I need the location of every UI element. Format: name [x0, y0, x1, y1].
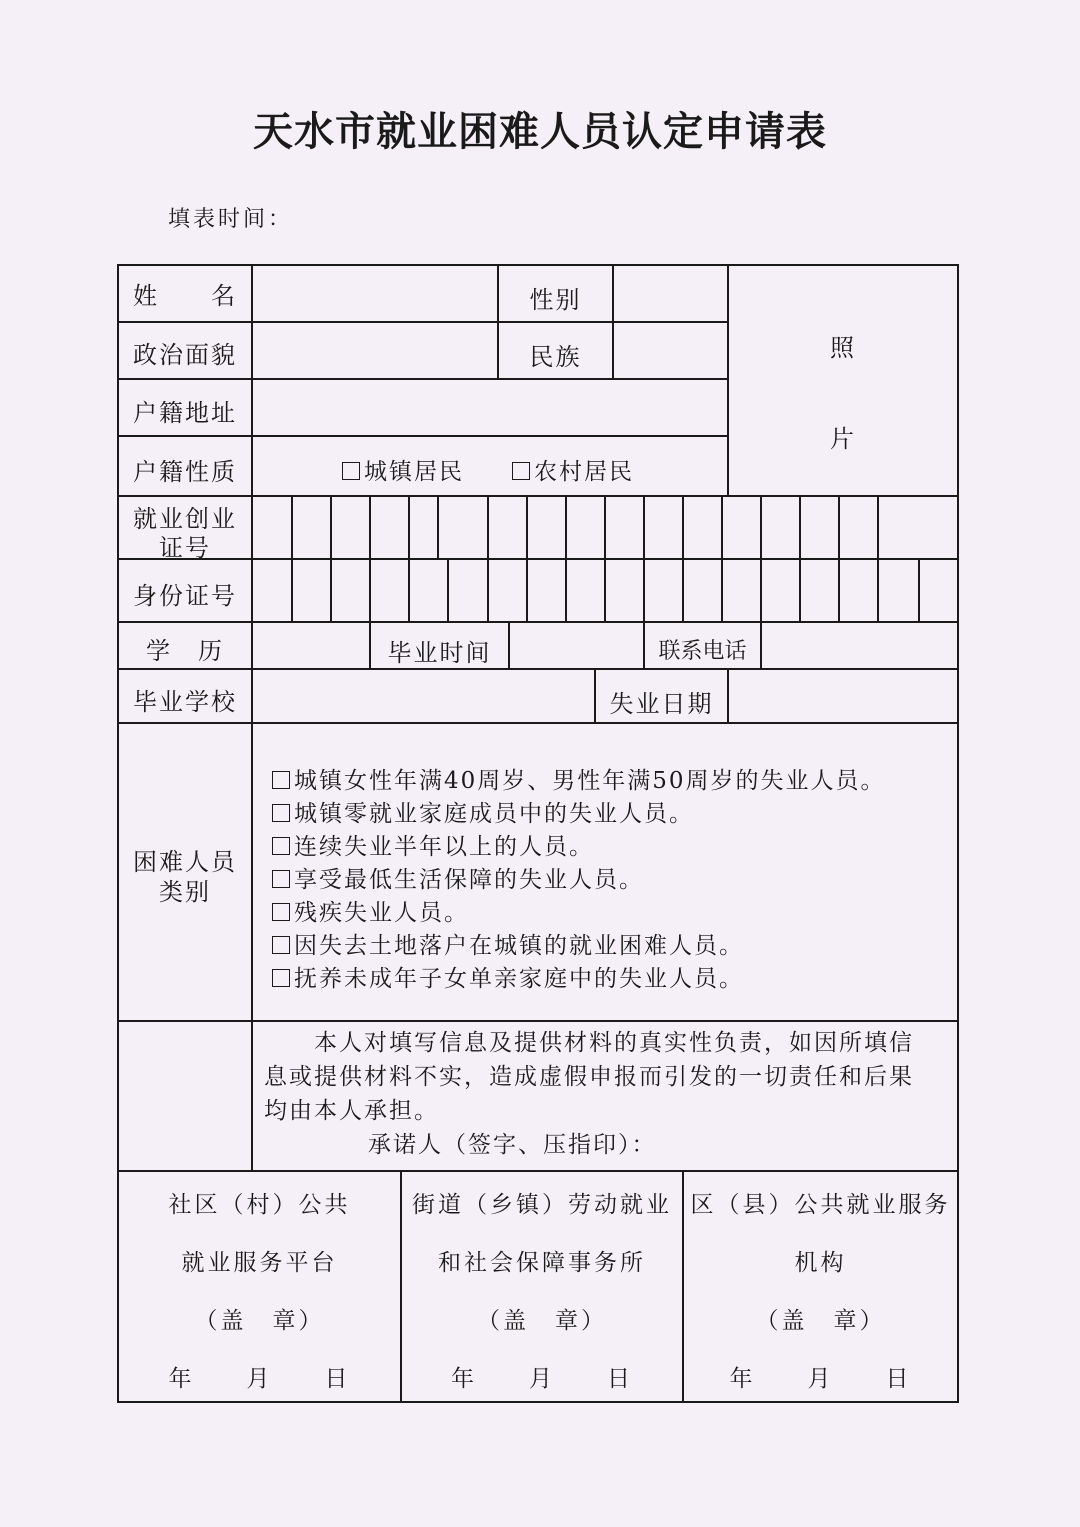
label-name: 姓 名 [133, 282, 237, 310]
col-line [727, 668, 729, 723]
digit-cell-line [526, 558, 528, 622]
approval-2-date: 年 月 日 [451, 1366, 633, 1392]
approval-3-line1: 区（县）公共就业服务 [690, 1192, 951, 1218]
col-line [760, 621, 762, 669]
digit-cell-line [643, 558, 645, 622]
checkbox-icon[interactable] [272, 870, 290, 888]
category-option-label: 城镇零就业家庭成员中的失业人员。 [294, 801, 694, 827]
digit-cell-line [721, 495, 723, 559]
label-school: 毕业学校 [133, 688, 237, 716]
label-category-2: 类别 [159, 878, 211, 906]
checkbox-icon[interactable] [272, 837, 290, 855]
label-education: 学 历 [146, 637, 224, 665]
approval-1-seal: （盖 章） [194, 1308, 325, 1334]
label-category-1: 困难人员 [133, 848, 237, 876]
checkbox-icon[interactable] [512, 462, 530, 480]
label-hukou-address: 户籍地址 [133, 399, 237, 427]
row-line [117, 435, 728, 437]
category-option-label: 连续失业半年以上的人员。 [294, 834, 594, 860]
label-column-line [251, 264, 253, 1171]
label-gender: 性别 [529, 286, 582, 314]
col-line [508, 621, 510, 669]
hukou-option-rural-label: 农村居民 [534, 459, 634, 485]
digit-cell-line [838, 495, 840, 559]
checkbox-icon[interactable] [272, 771, 290, 789]
photo-label-2: 片 [830, 425, 856, 453]
hukou-option-urban-label: 城镇居民 [364, 459, 464, 485]
row-line [117, 722, 959, 724]
digit-cell-line [721, 558, 723, 622]
digit-cell-line [799, 495, 801, 559]
category-option[interactable] [272, 762, 886, 795]
category-option[interactable] [272, 861, 644, 894]
pledge-line-1: 本人对填写信息及提供材料的真实性负责，如因所填信 [314, 1030, 914, 1056]
approval-3-line2: 机构 [794, 1250, 847, 1276]
category-option[interactable] [272, 927, 744, 960]
digit-cell-line [330, 495, 332, 559]
fill-time-label: 填表时间： [168, 207, 294, 232]
label-ethnicity: 民族 [529, 343, 582, 371]
label-employment-cert-2: 证号 [159, 534, 211, 562]
photo-label-1: 照 [830, 334, 856, 362]
label-phone: 联系电话 [658, 639, 747, 664]
photo-border-left [727, 264, 729, 496]
category-option-label: 因失去土地落户在城镇的就业困难人员。 [294, 933, 744, 959]
checkbox-icon[interactable] [342, 462, 360, 480]
row-line [117, 621, 959, 623]
digit-cell-line [877, 495, 879, 559]
label-hukou-type: 户籍性质 [133, 458, 237, 486]
approval-2-line2: 和社会保障事务所 [438, 1250, 646, 1276]
label-graduation-time: 毕业时间 [387, 639, 492, 667]
checkbox-icon[interactable] [272, 903, 290, 921]
digit-cell-line [604, 495, 606, 559]
digit-cell-line [565, 558, 567, 622]
category-option[interactable] [272, 828, 594, 861]
row-line [117, 1170, 959, 1172]
digit-cell-line [877, 558, 879, 622]
category-option-label: 抚养未成年子女单亲家庭中的失业人员。 [294, 966, 744, 992]
label-employment-cert-1: 就业创业 [133, 505, 237, 533]
pledge-line-3: 均由本人承担。 [264, 1098, 439, 1124]
approval-2-seal: （盖 章） [477, 1308, 607, 1334]
digit-cell-line [760, 558, 762, 622]
row-line [117, 495, 959, 497]
digit-cell-line [918, 558, 920, 622]
row-line [117, 668, 959, 670]
checkbox-icon[interactable] [272, 804, 290, 822]
category-option-label: 享受最低生活保障的失业人员。 [294, 867, 644, 893]
approval-3-date: 年 月 日 [729, 1366, 912, 1392]
digit-cell-line [408, 558, 410, 622]
digit-cell-line [838, 558, 840, 622]
digit-cell-line [369, 495, 371, 559]
digit-cell-line [643, 495, 645, 559]
approval-1-line2: 就业服务平台 [181, 1250, 338, 1276]
row-line [117, 378, 728, 380]
digit-cell-line [565, 495, 567, 559]
label-political: 政治面貌 [133, 341, 237, 369]
digit-cell-line [487, 495, 489, 559]
digit-cell-line [330, 558, 332, 622]
approval-1-line1: 社区（村）公共 [168, 1192, 351, 1218]
digit-cell-line [799, 558, 801, 622]
digit-cell-line [526, 495, 528, 559]
row-line [117, 321, 728, 323]
label-id-number: 身份证号 [133, 582, 237, 610]
category-option-label: 城镇女性年满40周岁、男性年满50周岁的失业人员。 [294, 768, 886, 794]
row-line [117, 1020, 959, 1022]
digit-cell-line [291, 495, 293, 559]
digit-cell-line [291, 558, 293, 622]
category-option[interactable] [272, 960, 744, 993]
digit-cell-line [437, 495, 439, 559]
approval-2-line1: 街道（乡镇）劳动就业 [412, 1192, 672, 1218]
checkbox-icon[interactable] [272, 936, 290, 954]
category-option[interactable] [272, 795, 694, 828]
table-border-bottom [117, 1401, 959, 1403]
digit-cell-line [604, 558, 606, 622]
digit-cell-line [408, 495, 410, 559]
hukou-option-rural[interactable] [512, 453, 634, 486]
form-title: 天水市就业困难人员认定申请表 [253, 108, 827, 155]
digit-cell-line [682, 495, 684, 559]
category-option-label: 残疾失业人员。 [294, 900, 469, 926]
checkbox-icon[interactable] [272, 969, 290, 987]
digit-cell-line [447, 558, 449, 622]
approval-3-seal: （盖 章） [755, 1308, 886, 1334]
digit-cell-line [487, 558, 489, 622]
hukou-option-urban[interactable] [342, 453, 464, 486]
pledge-line-2: 息或提供材料不实，造成虚假申报而引发的一切责任和后果 [264, 1064, 914, 1090]
table-border-right [957, 264, 959, 1403]
category-option[interactable] [272, 894, 469, 927]
pledge-signer: 承诺人（签字、压指印）： [368, 1132, 657, 1158]
approval-1-date: 年 月 日 [168, 1366, 351, 1392]
label-unemployment-date: 失业日期 [609, 690, 714, 718]
digit-cell-line [760, 495, 762, 559]
col-line [612, 264, 614, 379]
pledge-text [264, 1026, 944, 1162]
digit-cell-line [682, 558, 684, 622]
digit-cell-line [369, 558, 371, 622]
table-border-top [117, 264, 959, 266]
